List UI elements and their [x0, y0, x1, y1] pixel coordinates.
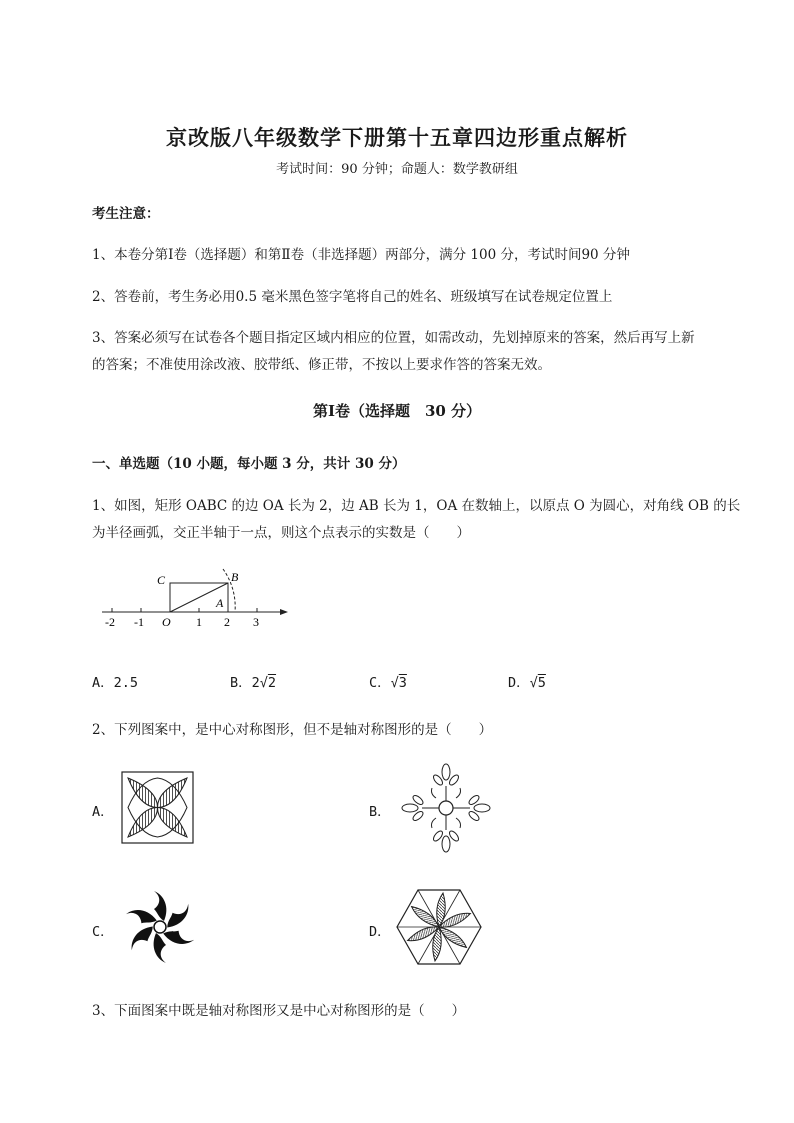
sqrt-symbol: √ [390, 675, 399, 691]
tick-label: 1 [196, 615, 202, 629]
label-c: C [157, 573, 166, 587]
sqrt-symbol: √ [259, 675, 268, 691]
tick-label: 2 [224, 615, 230, 629]
notice-item-2: 2、答卷前，考生务必用0.5 毫米黑色签字笔将自己的姓名、班级填写在试卷规定位置上 [92, 289, 613, 305]
q1-option-b-prefix: B．2 [230, 675, 260, 691]
q3-stem: 3、下面图案中既是轴对称图形又是中心对称图形的是（ ） [92, 1003, 466, 1019]
tick-label: -1 [134, 615, 144, 629]
q2-option-c-label[interactable]: C． [92, 924, 114, 940]
exam-info: 考试时间：90 分钟；命题人：数学教研组 [276, 162, 518, 177]
section-title: 第Ⅰ卷（选择题 30 分） [312, 402, 482, 420]
q1-option-d-prefix: D． [508, 675, 530, 691]
label-b: B [231, 570, 239, 584]
notice-item-1: 1、本卷分第Ⅰ卷（选择题）和第Ⅱ卷（非选择题）两部分，满分 100 分，考试时间90 分钟 [92, 247, 630, 263]
q2-option-b-label[interactable]: B． [369, 804, 391, 820]
part-title: 一、单选题（10 小题，每小题 3 分，共计 30 分） [92, 456, 406, 472]
label-a: A [216, 596, 224, 610]
q1-option-d-radicand: 5 [537, 675, 546, 691]
label-o: O [162, 615, 171, 629]
q1-option-c[interactable] [369, 671, 407, 691]
q2-option-c-figure[interactable] [122, 886, 198, 968]
tick-label: 3 [253, 615, 259, 629]
q2-option-a-figure[interactable] [120, 770, 195, 845]
notice-item-3-line-1: 3、答案必须写在试卷各个题目指定区域内相应的位置，如需改动，先划掉原来的答案，然后再写上新 [92, 330, 695, 346]
q1-stem-line-1: 1、如图，矩形 OABC 的边 OA 长为 2，边 AB 长为 1，OA 在数轴上，以原点 O 为圆心，对角线 OB 的长 [92, 498, 741, 514]
q1-option-a[interactable]: A．2.5 [92, 675, 139, 691]
q1-option-d[interactable] [508, 671, 546, 691]
q2-option-b-figure[interactable] [398, 762, 494, 854]
q1-stem-line-2: 为半径画弧，交正半轴于一点，则这个点表示的实数是（ ） [92, 525, 470, 541]
q2-option-d-label[interactable]: D． [369, 924, 391, 940]
sqrt-symbol: √ [529, 675, 538, 691]
q2-stem: 2、下列图案中，是中心对称图形，但不是轴对称图形的是（ ） [92, 722, 493, 738]
notice-item-3-line-2: 的答案；不准使用涂改液、胶带纸、修正带，不按以上要求作答的答案无效。 [92, 357, 551, 373]
tick-label: -2 [105, 615, 115, 629]
q2-option-a-label[interactable]: A． [92, 804, 114, 820]
q2-option-d-figure[interactable] [394, 886, 484, 968]
q1-option-c-prefix: C． [369, 675, 391, 691]
q1-number-line-figure [98, 565, 293, 633]
page-title: 京改版八年级数学下册第十五章四边形重点解析 [166, 125, 628, 150]
q1-option-c-radicand: 3 [398, 675, 407, 691]
q1-option-b[interactable] [230, 671, 276, 691]
q1-option-b-radicand: 2 [267, 675, 277, 691]
notice-heading: 考生注意： [92, 206, 160, 222]
